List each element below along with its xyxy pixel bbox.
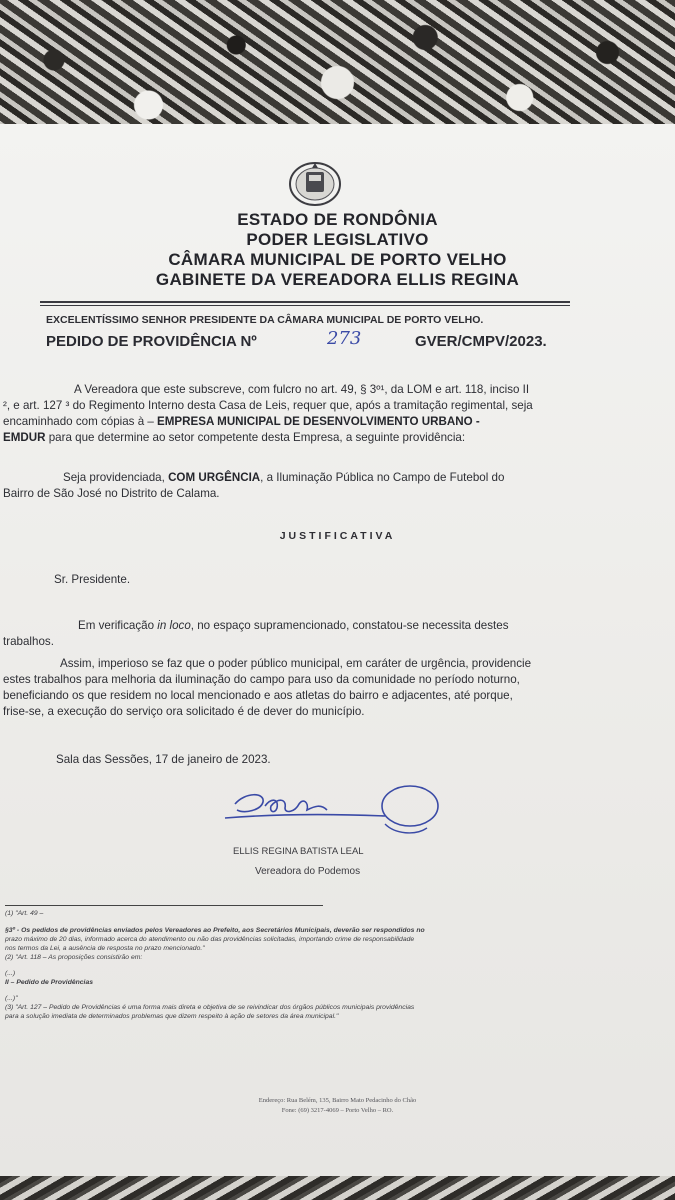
- header-office: GABINETE DA VEREADORA ELLIS REGINA: [155, 270, 520, 289]
- signer-role: Vereadora do Podemos: [255, 866, 361, 877]
- handwritten-signature: [215, 784, 455, 844]
- paragraph1-line3: encaminhado com cópias à – EMPRESA MUNICIPAL DE DESENVOLVIMENTO URBANO -: [3, 415, 480, 428]
- footnote-1: (1) "Art. 49 –: [5, 910, 44, 917]
- justification-title: JUSTIFICATIVA: [279, 530, 396, 542]
- address-line2: Fone: (69) 3217-4069 – Porto Velho – RO.: [281, 1107, 394, 1114]
- date-line: Sala das Sessões, 17 de janeiro de 2023.: [56, 753, 271, 766]
- header-chamber: CÂMARA MUNICIPAL DE PORTO VELHO: [168, 250, 507, 269]
- document-page: [0, 124, 675, 1176]
- footnote-2-item: II – Pedido de Providências: [5, 979, 94, 986]
- footnote-divider: [5, 905, 323, 906]
- salutation: EXCELENTÍSSIMO SENHOR PRESIDENTE DA CÂMARA MUNICIPAL DE PORTO VELHO.: [46, 314, 484, 326]
- paragraph4-line4: frise-se, a execução do serviço ora solicitado é de dever do município.: [3, 705, 365, 718]
- request-title: PEDIDO DE PROVIDÊNCIA Nº: [46, 333, 257, 350]
- coat-of-arms-icon: [287, 159, 343, 207]
- paragraph3-line2: trabalhos.: [3, 635, 54, 648]
- request-code: GVER/CMPV/2023.: [415, 333, 547, 350]
- paragraph2-line2: Bairro de São José no Distrito de Calama.: [3, 487, 220, 500]
- signer-name: ELLIS REGINA BATISTA LEAL: [233, 846, 364, 857]
- footnote-1-text-a: §3º - Os pedidos de providências enviados pelos Vereadores ao Prefeito, aos Secretários Municipais, deverão ser respondidos no: [5, 927, 425, 934]
- footnote-3: (3) "Art. 127 – Pedido de Providências é uma forma mais direta e objetiva de se reivindicar dos órgãos públicos municipais providências: [5, 1004, 415, 1011]
- footnote-3-text: para a solução imediata de determinados problemas que dizem respeito à ação de setores da área municipal.": [5, 1013, 339, 1020]
- footnote-2-end: (...)": [5, 995, 18, 1002]
- paragraph4-line1: Assim, imperioso se faz que o poder público municipal, em caráter de urgência, providencie: [60, 657, 532, 670]
- footnote-1-text-c: nos termos da Lei, a ausência de resposta no prazo mencionado.": [5, 945, 205, 952]
- paragraph2-line1: Seja providenciada, COM URGÊNCIA, a Iluminação Pública no Campo de Futebol do: [63, 471, 505, 484]
- header-power: PODER LEGISLATIVO: [246, 230, 429, 249]
- footnote-2: (2) "Art. 118 – As proposições consistirão em:: [5, 954, 143, 961]
- paragraph4-line3: beneficiando os que residem no local mencionado e aos atletas do bairro e adjacentes, até porque,: [3, 689, 513, 702]
- paragraph3-line1: Em verificação in loco, no espaço supramencionado, constatou-se necessita destes: [78, 619, 509, 632]
- paragraph1-line4: EMDUR para que determine ao setor competente desta Empresa, a seguinte providência:: [3, 431, 466, 444]
- header-state: ESTADO DE RONDÔNIA: [237, 210, 438, 229]
- request-number-handwritten: 273: [327, 328, 362, 349]
- paragraph4-line2: estes trabalhos para melhoria da iluminação do campo para uso da comunidade no período noturno,: [3, 673, 520, 686]
- header-divider: [40, 301, 570, 303]
- paragraph1-line2: ², e art. 127 ³ do Regimento Interno desta Casa de Leis, requer que, após a tramitação regimental, seja: [3, 399, 533, 412]
- footnote-1-text-b: prazo máximo de 20 dias, informado acerca do atendimento ou não das providências solicitadas, importando crime de responsabilidade: [5, 936, 415, 943]
- header-divider-thin: [40, 305, 570, 306]
- greeting: Sr. Presidente.: [54, 573, 131, 586]
- paragraph1-line1: A Vereadora que este subscreve, com fulcro no art. 49, § 3º¹, da LOM e art. 118, inciso II: [74, 383, 530, 396]
- address-line1: Endereço: Rua Belém, 135, Bairro Mato Pedacinho do Chão: [258, 1097, 417, 1104]
- footnote-2-ellipsis: (...): [5, 970, 16, 977]
